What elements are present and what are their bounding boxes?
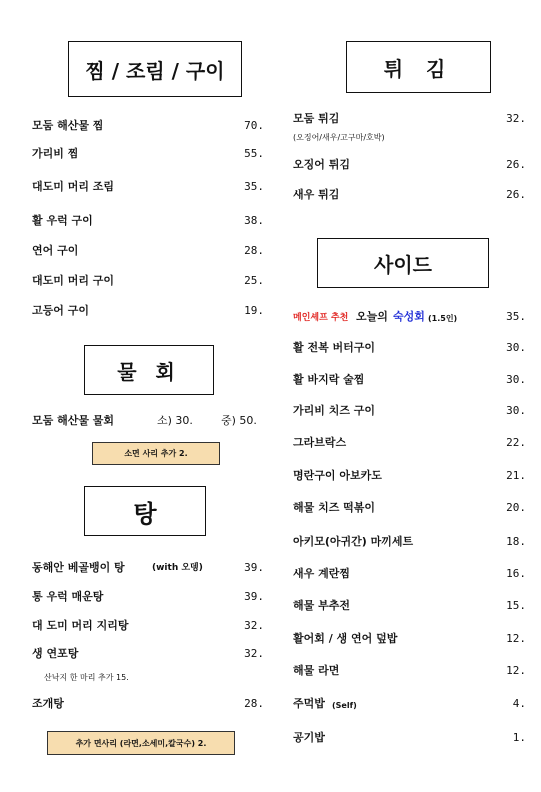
menu-item: 해물 부추전	[293, 599, 350, 612]
menu-price: 32.	[506, 112, 526, 125]
menu-item: 새우 튀김	[293, 188, 340, 201]
menu-item: 가리비 치즈 구이	[293, 404, 376, 417]
noodle-add-note: 소면 사리 추가 2.	[92, 442, 220, 465]
soup-header: 탕	[84, 486, 206, 536]
menu-item: 새우 계란찜	[293, 567, 350, 580]
menu-price: 16.	[506, 567, 526, 580]
menu-price: 39.	[244, 561, 264, 574]
special-quantity: (1.5인)	[428, 314, 458, 323]
menu-price: 32.	[244, 647, 264, 660]
menu-price: 38.	[244, 214, 264, 227]
menu-item: 모둠 해산물 찜	[32, 119, 104, 132]
special-fish-label: 숙성회	[393, 310, 425, 323]
menu-item: 대도미 머리 조림	[32, 180, 115, 193]
menu-price: 12.	[506, 632, 526, 645]
menu-price: 55.	[244, 147, 264, 160]
chef-recommend-label: 메인셰프 추천	[293, 313, 349, 323]
menu-price: 30.	[506, 341, 526, 354]
fried-header: 튀 김	[346, 41, 491, 93]
menu-item: 공기밥	[293, 731, 325, 744]
menu-price: 20.	[506, 501, 526, 514]
menu-item: 통 우럭 매운탕	[32, 590, 104, 603]
menu-price: 18.	[506, 535, 526, 548]
menu-price: 35.	[244, 180, 264, 193]
small-size-price: 소) 30.	[157, 414, 193, 427]
menu-item: 고등어 구이	[32, 304, 89, 317]
menu-price: 30.	[506, 404, 526, 417]
menu-item: 오늘의	[356, 310, 388, 323]
menu-item: 아키모(아귀간) 마끼세트	[293, 535, 414, 548]
menu-item-extra: (with 오뎅)	[152, 563, 203, 573]
menu-item: 대도미 머리 구이	[32, 274, 115, 287]
menu-item: 동해안 베골뱅이 탕	[32, 561, 125, 574]
steam-header: 찜 / 조림 / 구이	[68, 41, 242, 97]
menu-item: 해물 치즈 떡볶이	[293, 501, 376, 514]
side-header: 사이드	[317, 238, 489, 288]
menu-price: 32.	[244, 619, 264, 632]
menu-item: 활 우럭 구이	[32, 214, 93, 227]
menu-item: 가리비 찜	[32, 147, 79, 160]
menu-price: 35.	[506, 310, 526, 323]
menu-item: 모둠 튀김	[293, 112, 340, 125]
menu-item: 조개탕	[32, 697, 64, 710]
menu-price: 70.	[244, 119, 264, 132]
menu-price: 15.	[506, 599, 526, 612]
menu-price: 19.	[244, 304, 264, 317]
menu-item: 모둠 해산물 물회	[32, 414, 115, 427]
menu-price: 28.	[244, 244, 264, 257]
menu-price: 12.	[506, 664, 526, 677]
octopus-add-note: 산낙지 한 마리 추가 15.	[44, 673, 129, 682]
menu-item: 주먹밥	[293, 697, 325, 710]
menu-price: 22.	[506, 436, 526, 449]
menu-item: 대 도미 머리 지리탕	[32, 619, 129, 632]
menu-item: 활 바지락 술찜	[293, 373, 365, 386]
menu-item: 생 연포탕	[32, 647, 79, 660]
raw-fish-header: 물 회	[84, 345, 214, 395]
menu-item: 그라브락스	[293, 436, 347, 449]
menu-price: 30.	[506, 373, 526, 386]
menu-price: 26.	[506, 158, 526, 171]
fried-contents-note: (오징어/새우/고구마/호박)	[293, 133, 385, 142]
menu-item: 활어회 / 생 연어 덮밥	[293, 632, 398, 645]
large-size-price: 중) 50.	[221, 414, 257, 427]
menu-price: 26.	[506, 188, 526, 201]
menu-price: 25.	[244, 274, 264, 287]
extra-noodle-note: 추가 면사리 (라면,소세미,칼국수) 2.	[47, 731, 235, 755]
menu-item: 활 전복 버터구이	[293, 341, 376, 354]
menu-item: 명란구이 아보카도	[293, 469, 382, 482]
menu-item: 해물 라면	[293, 664, 340, 677]
menu-item: 오징어 튀김	[293, 158, 350, 171]
menu-item: 연어 구이	[32, 244, 79, 257]
rice-ball-self-label: (Self)	[332, 701, 357, 710]
menu-price: 28.	[244, 697, 264, 710]
menu-price: 1.	[512, 731, 526, 744]
menu-price: 4.	[512, 697, 526, 710]
menu-price: 21.	[506, 469, 526, 482]
menu-price: 39.	[244, 590, 264, 603]
